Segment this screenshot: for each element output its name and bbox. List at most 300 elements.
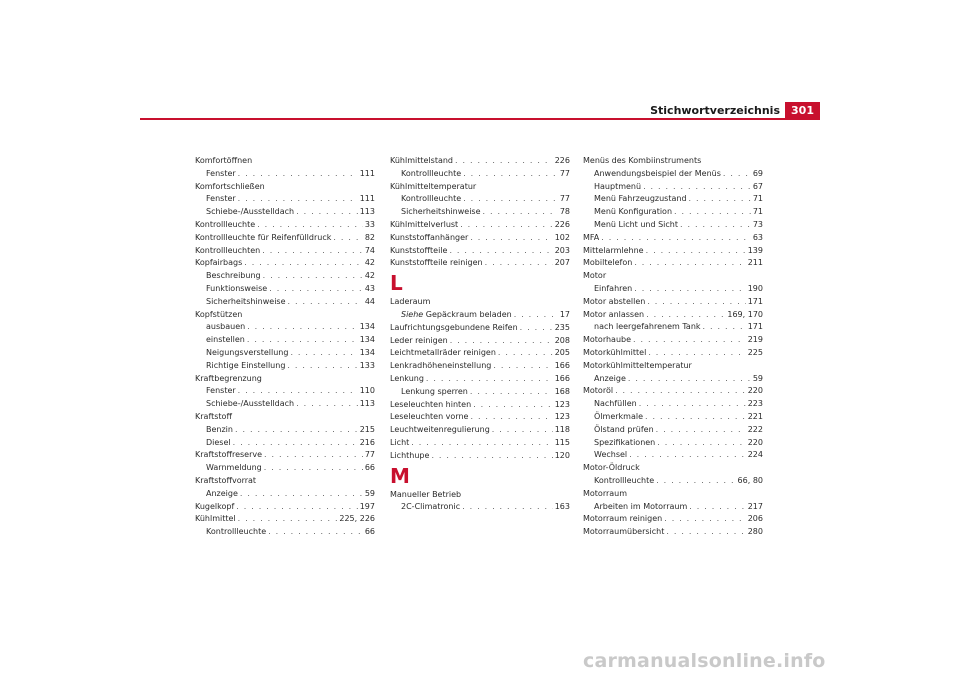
leader-dots bbox=[483, 206, 558, 219]
entry-label: Sicherheitshinweise bbox=[401, 207, 481, 217]
page-reference: 69 bbox=[752, 168, 763, 178]
index-subentry bbox=[583, 321, 763, 334]
entry-label: Kontrollleuchte bbox=[401, 194, 462, 204]
leader-dots bbox=[240, 488, 363, 501]
leader-dots bbox=[269, 283, 363, 296]
entry-label: Kraftstoff bbox=[195, 411, 232, 421]
index-subentry bbox=[195, 526, 375, 539]
entry-label: Lenkradhöheneinstellung bbox=[390, 361, 492, 371]
index-entry bbox=[583, 232, 763, 245]
index-subentry bbox=[583, 219, 763, 232]
entry-label: Neigungsverstellung bbox=[206, 347, 289, 357]
leader-dots bbox=[264, 449, 363, 462]
leader-dots bbox=[633, 334, 746, 347]
page-reference: 42 bbox=[364, 271, 375, 281]
entry-label: Benzin bbox=[206, 424, 233, 434]
entry-label: Menü Licht und Sicht bbox=[594, 219, 679, 229]
page-reference: 224 bbox=[747, 450, 763, 460]
leader-dots bbox=[689, 501, 745, 514]
leader-dots bbox=[268, 526, 363, 539]
entry-label: Leichtmetallräder reinigen bbox=[390, 348, 496, 358]
index-subentry bbox=[390, 386, 570, 399]
entry-label: Kunststoffteile bbox=[390, 245, 448, 255]
page-reference: 225 bbox=[747, 347, 763, 357]
index-subentry bbox=[390, 206, 570, 219]
page-reference: 115 bbox=[554, 437, 570, 447]
leader-dots bbox=[296, 206, 358, 219]
entry-label: Licht bbox=[390, 437, 410, 447]
leader-dots bbox=[723, 168, 751, 181]
page-reference: 139 bbox=[747, 245, 763, 255]
page-reference: 134 bbox=[359, 347, 375, 357]
page-reference: 78 bbox=[559, 207, 570, 217]
index-entry bbox=[195, 373, 375, 386]
index-subentry bbox=[195, 270, 375, 283]
index-entry bbox=[583, 360, 763, 373]
index-entry bbox=[583, 270, 763, 283]
page-reference: 59 bbox=[364, 488, 375, 498]
index-subentry bbox=[195, 206, 375, 219]
index-entry bbox=[583, 334, 763, 347]
index-subentry bbox=[195, 168, 375, 181]
leader-dots bbox=[639, 398, 746, 411]
entry-label: Manueller Betrieb bbox=[390, 489, 462, 499]
entry-label: Motor anlassen bbox=[583, 309, 645, 319]
entry-label: Lenkung sperren bbox=[401, 386, 468, 396]
leader-dots bbox=[689, 193, 751, 206]
leader-dots bbox=[470, 232, 552, 245]
leader-dots bbox=[647, 296, 745, 309]
entry-label: Kopfairbags bbox=[195, 258, 243, 268]
leader-dots bbox=[666, 526, 745, 539]
index-entry bbox=[390, 424, 570, 437]
index-entry bbox=[195, 219, 375, 232]
leader-dots bbox=[463, 193, 558, 206]
leader-dots bbox=[601, 232, 751, 245]
leader-dots bbox=[634, 283, 745, 296]
index-column-3 bbox=[583, 155, 763, 539]
leader-dots bbox=[450, 335, 553, 348]
page-reference: 66, 80 bbox=[737, 475, 763, 485]
entry-label: Motorkühlmitteltemperatur bbox=[583, 360, 692, 370]
page-reference: 42 bbox=[364, 258, 375, 268]
index-entry bbox=[390, 296, 570, 309]
index-entry bbox=[390, 335, 570, 348]
index-subentry bbox=[583, 398, 763, 411]
entry-label: Kontrollleuchte bbox=[195, 219, 256, 229]
index-entry bbox=[390, 322, 570, 335]
index-subentry bbox=[583, 283, 763, 296]
leader-dots bbox=[238, 193, 358, 206]
page-reference: 59 bbox=[752, 373, 763, 383]
index-entry bbox=[390, 373, 570, 386]
page-reference: 223 bbox=[747, 399, 763, 409]
entry-label: Motor-Öldruck bbox=[583, 463, 640, 473]
page-number: 301 bbox=[791, 104, 814, 117]
entry-label: Warnmeldung bbox=[206, 463, 262, 473]
entry-label: Diesel bbox=[206, 437, 231, 447]
page-reference: 120 bbox=[554, 450, 570, 460]
leader-dots bbox=[646, 309, 725, 322]
index-entry bbox=[195, 245, 375, 258]
entry-label: Kühlmitteltemperatur bbox=[390, 181, 477, 191]
leader-dots bbox=[235, 424, 358, 437]
leader-dots bbox=[247, 321, 358, 334]
page-reference: 208 bbox=[554, 335, 570, 345]
page-reference: 190 bbox=[747, 283, 763, 293]
entry-label: Menü Konfiguration bbox=[594, 207, 673, 217]
entry-label: Leseleuchten hinten bbox=[390, 399, 472, 409]
page-reference: 43 bbox=[364, 283, 375, 293]
index-entry bbox=[390, 360, 570, 373]
index-entry bbox=[583, 245, 763, 258]
page-reference: 217 bbox=[747, 501, 763, 511]
leader-dots bbox=[287, 360, 357, 373]
page-reference: 77 bbox=[559, 168, 570, 178]
leader-dots bbox=[657, 437, 745, 450]
entry-label: Hauptmenü bbox=[594, 181, 642, 191]
index-subentry bbox=[195, 424, 375, 437]
index-entry bbox=[583, 257, 763, 270]
entry-label: Kunststoffanhänger bbox=[390, 232, 469, 242]
entry-label: Ölmerkmale bbox=[594, 411, 643, 421]
index-subentry bbox=[195, 462, 375, 475]
entry-label: ausbauen bbox=[206, 322, 246, 332]
page-reference: 123 bbox=[554, 412, 570, 422]
entry-label: Motorkühlmittel bbox=[583, 347, 647, 357]
entry-label: Kontrollleuchten bbox=[195, 245, 261, 255]
leader-dots bbox=[643, 181, 751, 194]
leader-dots bbox=[449, 245, 552, 258]
page-reference: 171 bbox=[747, 296, 763, 306]
leader-dots bbox=[296, 398, 358, 411]
index-entry bbox=[390, 181, 570, 194]
entry-label: Fenster bbox=[206, 168, 236, 178]
see-reference: Siehe bbox=[401, 309, 424, 319]
leader-dots bbox=[238, 513, 338, 526]
leader-dots bbox=[648, 347, 745, 360]
leader-dots bbox=[514, 309, 558, 322]
index-entry bbox=[195, 181, 375, 194]
index-entry bbox=[583, 526, 763, 539]
entry-label: Wechsel bbox=[594, 450, 628, 460]
page-reference: 66 bbox=[364, 527, 375, 537]
index-subentry bbox=[583, 193, 763, 206]
leader-dots bbox=[473, 399, 553, 412]
leader-dots bbox=[629, 449, 746, 462]
page-reference: 215 bbox=[359, 424, 375, 434]
entry-label: Motorraumübersicht bbox=[583, 527, 665, 537]
index-entry bbox=[195, 411, 375, 424]
index-entry bbox=[390, 155, 570, 168]
see-target: Gepäckraum beladen bbox=[425, 309, 512, 319]
index-subentry bbox=[583, 181, 763, 194]
entry-label: Sicherheitshinweise bbox=[206, 296, 286, 306]
entry-label: Kraftstoffreserve bbox=[195, 450, 263, 460]
entry-label: Spezifikationen bbox=[594, 437, 656, 447]
index-subentry bbox=[583, 501, 763, 514]
leader-dots bbox=[288, 296, 363, 309]
entry-label: Kugelkopf bbox=[195, 501, 235, 511]
page-reference: 171 bbox=[747, 322, 763, 332]
index-subentry bbox=[195, 398, 375, 411]
entry-label: Funktionsweise bbox=[206, 283, 268, 293]
page-reference: 82 bbox=[364, 232, 375, 242]
index-entry bbox=[583, 488, 763, 501]
index-entry bbox=[195, 232, 375, 245]
index-subentry bbox=[390, 193, 570, 206]
page-reference: 102 bbox=[554, 232, 570, 242]
page-reference: 118 bbox=[554, 425, 570, 435]
entry-label: nach leergefahrenem Tank bbox=[594, 322, 701, 332]
entry-label: Menü Fahrzeugzustand bbox=[594, 194, 687, 204]
page-reference: 77 bbox=[364, 450, 375, 460]
page-reference: 219 bbox=[747, 335, 763, 345]
entry-label: Kühlmittelstand bbox=[390, 156, 453, 165]
leader-dots bbox=[680, 219, 751, 232]
page-reference: 235 bbox=[554, 322, 570, 332]
entry-label: Schiebe-/Ausstelldach bbox=[206, 399, 295, 409]
leader-dots bbox=[645, 411, 746, 424]
page-reference: 168 bbox=[554, 386, 570, 396]
leader-dots bbox=[664, 513, 746, 526]
entry-label: Kontrollleuchte bbox=[594, 475, 655, 485]
leader-dots bbox=[646, 245, 746, 258]
index-subentry bbox=[195, 347, 375, 360]
entry-label: Fenster bbox=[206, 386, 236, 396]
leader-dots bbox=[656, 424, 746, 437]
leader-dots bbox=[263, 270, 363, 283]
index-subentry bbox=[195, 360, 375, 373]
page-reference: 73 bbox=[752, 219, 763, 229]
index-entry bbox=[390, 450, 570, 463]
leader-dots bbox=[493, 360, 552, 373]
entry-label: Laufrichtungsgebundene Reifen bbox=[390, 322, 518, 332]
index-entry bbox=[195, 475, 375, 488]
page-reference: 221 bbox=[747, 411, 763, 421]
entry-label: Motorhaube bbox=[583, 335, 632, 345]
entry-label: Anzeige bbox=[594, 373, 626, 383]
entry-label: Menüs des Kombiinstruments bbox=[583, 156, 702, 165]
entry-label: Schiebe-/Ausstelldach bbox=[206, 207, 295, 217]
entry-label: Beschreibung bbox=[206, 271, 261, 281]
page-reference: 280 bbox=[747, 527, 763, 537]
index-entry bbox=[195, 257, 375, 270]
entry-label: Kühlmittelverlust bbox=[390, 219, 459, 229]
entry-label: Kopfstützen bbox=[195, 309, 243, 319]
leader-dots bbox=[470, 386, 553, 399]
index-entry bbox=[583, 309, 763, 322]
index-subentry bbox=[583, 373, 763, 386]
entry-label: 2C-Climatronic bbox=[401, 502, 461, 512]
leader-dots bbox=[470, 411, 552, 424]
entry-label: Kontrollleuchte für Reifenfülldruck bbox=[195, 232, 332, 242]
index-entry bbox=[195, 449, 375, 462]
leader-dots bbox=[411, 437, 552, 450]
leader-dots bbox=[455, 155, 553, 168]
index-entry bbox=[390, 437, 570, 450]
page-reference: 67 bbox=[752, 181, 763, 191]
entry-label: Komfortschließen bbox=[195, 181, 265, 191]
watermark: carmanualsonline.info bbox=[583, 650, 826, 672]
entry-label: Mittelarmlehne bbox=[583, 245, 644, 255]
entry-label: Leseleuchten vorne bbox=[390, 412, 469, 422]
leader-dots bbox=[520, 322, 553, 335]
index-subentry bbox=[390, 501, 570, 514]
index-entry bbox=[583, 155, 763, 168]
entry-label: Leuchtweitenregulierung bbox=[390, 425, 490, 435]
page-reference: 226 bbox=[554, 219, 570, 229]
index-entry bbox=[390, 245, 570, 258]
leader-dots bbox=[264, 462, 363, 475]
entry-label: Laderaum bbox=[390, 297, 431, 307]
page-reference: 113 bbox=[359, 207, 375, 217]
index-subentry bbox=[583, 449, 763, 462]
leader-dots bbox=[498, 347, 553, 360]
page-reference: 33 bbox=[364, 219, 375, 229]
index-entry bbox=[583, 513, 763, 526]
index-subentry bbox=[583, 475, 763, 488]
page-reference: 111 bbox=[359, 194, 375, 204]
index-entry bbox=[195, 501, 375, 514]
page-reference: 17 bbox=[559, 309, 570, 319]
page-reference: 163 bbox=[554, 502, 570, 512]
page-reference: 216 bbox=[359, 437, 375, 447]
page-reference: 71 bbox=[752, 194, 763, 204]
entry-label: einstellen bbox=[206, 335, 245, 345]
index-entry bbox=[583, 347, 763, 360]
index-entry bbox=[195, 309, 375, 322]
entry-label: Motorraum reinigen bbox=[583, 514, 663, 524]
page-reference: 207 bbox=[554, 258, 570, 268]
entry-label: Kraftstoffvorrat bbox=[195, 475, 257, 485]
page-reference: 166 bbox=[554, 361, 570, 371]
index-subentry bbox=[583, 424, 763, 437]
index-subentry bbox=[195, 283, 375, 296]
entry-label: Motoröl bbox=[583, 386, 614, 396]
entry-label: Arbeiten im Motorraum bbox=[594, 501, 688, 511]
index-entry bbox=[390, 257, 570, 270]
index-subentry bbox=[583, 437, 763, 450]
index-entry bbox=[195, 155, 375, 168]
leader-dots bbox=[615, 385, 746, 398]
leader-dots bbox=[462, 501, 553, 514]
index-column-1 bbox=[195, 155, 375, 539]
leader-dots bbox=[333, 232, 362, 245]
page-reference: 220 bbox=[747, 437, 763, 447]
leader-dots bbox=[247, 334, 358, 347]
index-subentry bbox=[390, 168, 570, 181]
page-reference: 206 bbox=[747, 514, 763, 524]
index-subentry bbox=[195, 488, 375, 501]
section-letter: M bbox=[390, 463, 410, 488]
entry-label: MFA bbox=[583, 232, 600, 242]
page-title: Stichwortverzeichnis bbox=[650, 104, 780, 117]
entry-label: Kraftbegrenzung bbox=[195, 373, 262, 383]
page-reference: 44 bbox=[364, 296, 375, 306]
page-reference: 134 bbox=[359, 322, 375, 332]
page-reference: 63 bbox=[752, 232, 763, 242]
page-reference: 166 bbox=[554, 373, 570, 383]
leader-dots bbox=[290, 347, 357, 360]
page-reference: 169, 170 bbox=[727, 309, 763, 319]
page-reference: 211 bbox=[747, 258, 763, 268]
entry-label: Leder reinigen bbox=[390, 335, 448, 345]
entry-label: Mobiltelefon bbox=[583, 258, 633, 268]
entry-label: Fenster bbox=[206, 194, 236, 204]
leader-dots bbox=[238, 168, 358, 181]
entry-label: Motor bbox=[583, 271, 607, 281]
leader-dots bbox=[431, 450, 552, 463]
page-reference: 134 bbox=[359, 335, 375, 345]
index-subentry bbox=[195, 296, 375, 309]
index-entry bbox=[390, 232, 570, 245]
index-subentry bbox=[195, 193, 375, 206]
page-reference: 113 bbox=[359, 399, 375, 409]
leader-dots bbox=[703, 321, 746, 334]
index-subentry bbox=[583, 206, 763, 219]
entry-label: Richtige Einstellung bbox=[206, 360, 286, 370]
entry-label: Kühlmittel bbox=[195, 514, 236, 524]
entry-label: Einfahren bbox=[594, 283, 633, 293]
entry-label: Kunststoffteile reinigen bbox=[390, 258, 483, 268]
index-subentry bbox=[583, 411, 763, 424]
index-subentry bbox=[390, 309, 570, 322]
leader-dots bbox=[236, 501, 357, 514]
page-reference: 220 bbox=[747, 386, 763, 396]
index-entry bbox=[583, 296, 763, 309]
entry-label: Motor abstellen bbox=[583, 296, 646, 306]
entry-label bbox=[401, 309, 512, 322]
index-entry bbox=[390, 219, 570, 232]
page-reference: 225, 226 bbox=[339, 514, 375, 524]
leader-dots bbox=[492, 424, 553, 437]
index-entry bbox=[390, 489, 570, 502]
entry-label: Ölstand prüfen bbox=[594, 424, 654, 434]
entry-label: Lenkung bbox=[390, 373, 424, 383]
leader-dots bbox=[463, 168, 558, 181]
page-reference: 133 bbox=[359, 360, 375, 370]
header-rule bbox=[140, 118, 820, 120]
page-reference: 74 bbox=[364, 245, 375, 255]
leader-dots bbox=[628, 373, 751, 386]
leader-dots bbox=[257, 219, 363, 232]
entry-label: Kontrollleuchte bbox=[206, 527, 267, 537]
entry-label: Motorraum bbox=[583, 488, 628, 498]
leader-dots bbox=[244, 257, 363, 270]
index-subentry bbox=[195, 334, 375, 347]
leader-dots bbox=[656, 475, 735, 488]
leader-dots bbox=[233, 437, 358, 450]
index-subentry bbox=[195, 321, 375, 334]
leader-dots bbox=[460, 219, 553, 232]
entry-label: Komfortöffnen bbox=[195, 156, 253, 165]
section-letter: L bbox=[390, 271, 403, 296]
index-subentry bbox=[583, 168, 763, 181]
entry-label: Kontrollleuchte bbox=[401, 168, 462, 178]
leader-dots bbox=[238, 385, 358, 398]
page-reference: 77 bbox=[559, 194, 570, 204]
entry-label: Nachfüllen bbox=[594, 399, 637, 409]
index-subentry bbox=[195, 437, 375, 450]
index-entry bbox=[195, 513, 375, 526]
page-reference: 203 bbox=[554, 245, 570, 255]
index-entry bbox=[390, 399, 570, 412]
leader-dots bbox=[674, 206, 751, 219]
entry-label: Anzeige bbox=[206, 488, 238, 498]
leader-dots bbox=[634, 257, 745, 270]
index-entry bbox=[390, 347, 570, 360]
